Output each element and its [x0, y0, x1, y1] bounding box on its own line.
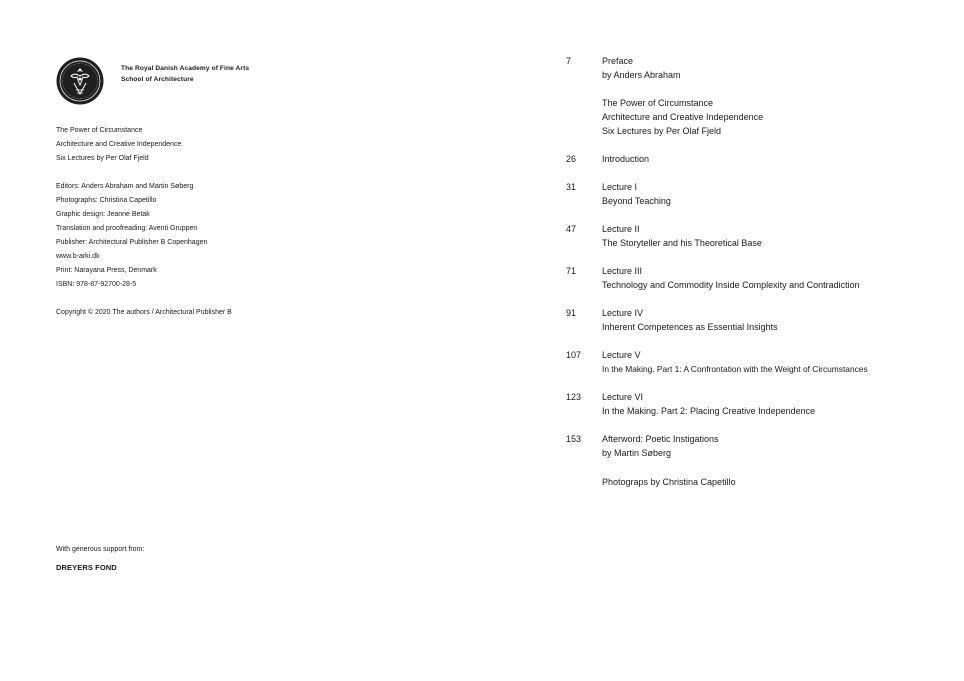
book-author-line: Six Lectures by Per Olaf Fjeld [56, 155, 149, 162]
credit-photographs: Photographs: Christina Capetillo [56, 197, 157, 204]
toc-entry-subtitle: In the Making. Part 2: Placing Creative Independence [602, 406, 816, 416]
toc-page-number: 7 [566, 56, 572, 66]
toc-entry-subtitle: Architecture and Creative Independence [602, 112, 764, 122]
institution-line-1: The Royal Danish Academy of Fine Arts [121, 65, 250, 72]
right-page [482, 0, 964, 681]
credit-website: www.b-arki.dk [56, 253, 100, 260]
toc-entry-title: Lecture I [602, 182, 638, 192]
credit-graphic-design: Graphic design: Jeanne Betak [56, 211, 150, 218]
credit-editors: Editors: Anders Abraham and Martin Søberg [56, 183, 194, 190]
credit-publisher: Publisher: Architectural Publisher B Copenhagen [56, 239, 208, 246]
toc-entry-title: The Power of Circumstance [602, 98, 714, 108]
toc-entry-title: Lecture VI [602, 392, 644, 402]
toc-entry-subtitle: Inherent Competences as Essential Insights [602, 322, 778, 332]
toc-entry-title: Photograps by Christina Capetillo [602, 477, 736, 487]
support-label: With generous support from: [56, 546, 145, 553]
toc-entry-title: Lecture II [602, 224, 640, 234]
book-subtitle-line: Architecture and Creative Independence [56, 141, 182, 148]
toc-entry-title: Preface [602, 56, 634, 66]
toc-entry-title: Lecture IV [602, 308, 644, 318]
toc-entry-title: Afterword: Poetic Instigations [602, 434, 719, 444]
toc-page-number: 91 [566, 308, 577, 318]
copyright-notice: Copyright © 2020 The authors / Architectural Publisher B [56, 309, 232, 316]
toc-entry-subtitle: Technology and Commodity Inside Complexity and Contradiction [602, 280, 860, 290]
toc-entry-subtitle: by Martin Søberg [602, 448, 672, 458]
sponsor-logo: DREYERS FOND [56, 563, 117, 572]
toc-page-number: 47 [566, 224, 577, 234]
book-title-line: The Power of Circumstance [56, 127, 143, 134]
toc-entry-title: Introduction [602, 154, 650, 164]
institution-name [121, 63, 249, 85]
toc-page-number: 153 [566, 434, 582, 444]
toc-entry-subtitle: Six Lectures by Per Olaf Fjeld [602, 126, 722, 136]
institution-line-2: School of Architecture [121, 76, 194, 83]
toc-page-number: 107 [566, 350, 582, 360]
toc-entry-subtitle: Beyond Teaching [602, 196, 671, 206]
credit-translation: Translation and proofreading: Aventi Gruppen [56, 225, 198, 232]
toc-entry-subtitle: by Anders Abraham [602, 70, 681, 80]
academy-seal-logo [56, 57, 104, 105]
toc-entry-title: Lecture III [602, 266, 643, 276]
toc-entry-subtitle: In the Making. Part 1: A Confrontation with the Weight of Circumstances [602, 364, 868, 374]
credit-isbn: ISBN: 978-87-92700-28-5 [56, 281, 137, 288]
toc-page-number: 71 [566, 266, 577, 276]
colophon-credits [56, 180, 207, 292]
toc-page-number: 31 [566, 182, 577, 192]
book-title-block [56, 124, 181, 166]
toc-entry-title: Lecture V [602, 350, 641, 360]
toc-page-number: 123 [566, 392, 582, 402]
credit-print: Print: Narayana Press, Denmark [56, 267, 157, 274]
toc-entry-subtitle: The Storyteller and his Theoretical Base [602, 238, 762, 248]
table-of-contents [482, 0, 964, 681]
toc-page-number: 26 [566, 154, 577, 164]
